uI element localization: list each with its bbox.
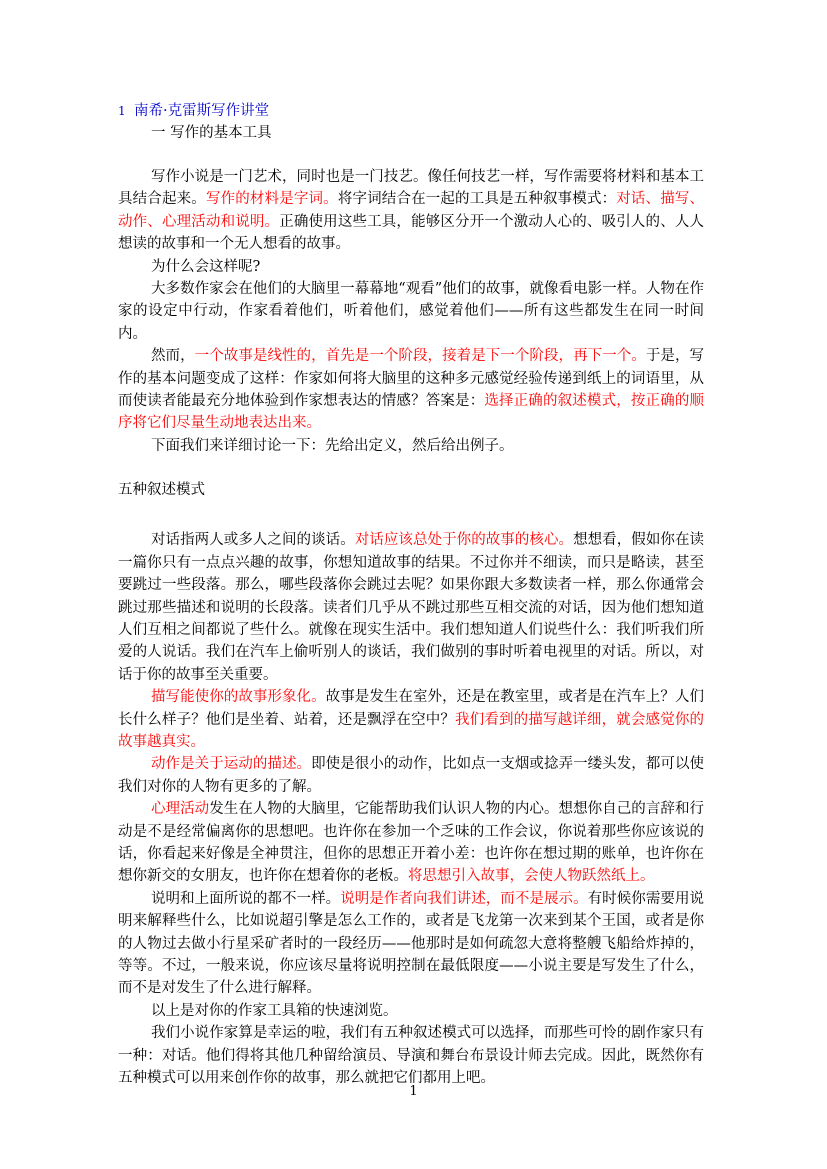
- text-run: 想想看，假如你在读一篇你只有一点点兴趣的故事，你想知道故事的结果。不过你并不细读，而只是略读，甚至要跳过一些段落。那么，哪些段落你会跳过去呢？如果你跟大多数读者一样，那么你通常会跳过那些描述和说明的长段落。读者们几乎从不跳过那些互相交流的对话，因为他们想知道人们互相之间都说了些什么。就像在现实生活中。我们想知道人们说些什么：我们听我们所爱的人说话。我们在汽车上偷听别人的谈话，我们做别的事时听着电视里的对话。所以，对话于你的故事至关重要。: [118, 532, 705, 683]
- text-run: 为什么会这样呢?: [151, 258, 261, 275]
- paragraph: [118, 798, 704, 888]
- text-run: 将字词结合在一起的工具是五种叙事模式：: [337, 191, 617, 208]
- text-run: 对话指两人或多人之间的谈话。: [151, 532, 355, 549]
- paragraph: [118, 686, 704, 753]
- highlighted-text: 动作是关于运动的描述。: [151, 756, 312, 773]
- highlighted-text: 对话、描写、动作、心理活动和说明。: [118, 191, 705, 230]
- highlighted-text: 选择正确的叙述模式，按正确的顺序将它们尽量生动地表达出来。: [118, 393, 704, 432]
- paragraph: [118, 345, 704, 435]
- text-run: 大多数作家会在他们的大脑里一幕幕地“观看”他们的故事，就像看电影一样。人物在作家的设定中行动，作家看着他们，听着他们，感觉着他们——所有这些都发生在同一时间内。: [118, 281, 704, 342]
- chapter-heading: [118, 100, 704, 122]
- spacer: [118, 144, 704, 166]
- text-run: 说明和上面所说的都不一样。: [151, 890, 341, 907]
- paragraph: [118, 529, 704, 686]
- highlighted-text: 一个故事是线性的，首先是一个阶段，接着是下一个阶段，再下一个。: [194, 348, 646, 365]
- text-run: 发生在人物的大脑里，它能帮助我们认识人物的内心。想想你自己的言辞和行动是不是经常偏离你的思想吧。也许你在参加一个乏味的工作会议，你说着那些你应该说的话，你看起来好像是全神贯注，但你的思想正开着小差：也许你在想过期的账单，也许你在想你新交的女朋友，也许你在想着你的老板。: [118, 801, 704, 885]
- highlighted-text: 将思想引入故事，会使人物跃然纸上。: [408, 868, 655, 885]
- text-run: 下面我们来详细讨论一下：先给出定义，然后给出例子。: [151, 437, 514, 454]
- highlighted-text: 心理活动: [151, 801, 210, 818]
- text-run: 于是，写作的基本问题变成了这样：作家如何将大脑里的这种多元感觉经验传递到纸上的词语里，从而使读者能最充分地体验到作家想表达的情感？答案是：: [118, 348, 705, 410]
- intro-paragraphs: [118, 166, 704, 457]
- highlighted-text: 描写能使你的故事形象化。: [151, 689, 326, 706]
- section-subtitle: 一 写作的基本工具: [151, 125, 272, 141]
- section-heading: 五种叙述模式: [118, 482, 205, 499]
- paragraph: [118, 1022, 704, 1089]
- spacer: [118, 501, 704, 529]
- text-run: 然而，: [151, 348, 195, 365]
- text-run: 以上是对你的作家工具箱的快速浏览。: [151, 1002, 398, 1019]
- paragraph: [118, 753, 704, 798]
- text-run: 我们小说作家算是幸运的啦，我们有五种叙述模式可以选择，而那些可怜的剧作家只有一种：对话。他们得将其他几种留给演员、导演和舞台布景设计师去完成。因此，既然你有五种模式可以用来创作你的故事，那么就把它们都用上吧。: [118, 1025, 704, 1087]
- spacer: [118, 457, 704, 479]
- paragraph: [118, 888, 704, 1000]
- document-page: [118, 100, 704, 1089]
- highlighted-text: 说明是作者向我们讲述，而不是展示。: [340, 890, 588, 907]
- highlighted-text: 我们看到的描写越详细，就会感觉你的故事越真实。: [118, 711, 705, 750]
- paragraph: [118, 256, 704, 278]
- text-run: 即使是很小的动作，比如点一支烟或捻弄一缕头发，都可以使我们对你的人物有更多的了解。: [118, 756, 704, 795]
- paragraph: [118, 1000, 704, 1022]
- page-number: 1: [409, 1084, 418, 1099]
- chapter-title: 南希·克雷斯写作讲堂: [134, 103, 270, 119]
- text-run: 有时候你需要用说明来解释些什么，比如说超引擎是怎么工作的，或者是飞龙第一次来到某个王国，或者是你的人物过去做小行星采矿者时的一段经历——他那时是如何疏忽大意将整艘飞船给炸掉的，等等。不过，一般来说，你应该尽量将说明控制在最低限度——小说主要是写发生了什么，而不是对发生了什么进行解释。: [118, 890, 705, 997]
- highlighted-text: 对话应该总处于你的故事的核心。: [354, 532, 574, 549]
- body-paragraphs: [118, 529, 704, 1089]
- text-run: 正确使用这些工具，能够区分开一个激动人心的、吸引人的、人人想读的故事和一个无人想看的故事。: [118, 213, 705, 253]
- paragraph: [118, 435, 704, 457]
- paragraph: [118, 166, 704, 256]
- chapter-number: 1: [118, 104, 126, 118]
- paragraph: [118, 278, 704, 345]
- text-run: 故事是发生在室外，还是在教室里，或者是在汽车上？人们长什么样子？他们是坐着、站着，还是飘浮在空中？: [118, 689, 705, 728]
- text-run: 写作小说是一门艺术，同时也是一门技艺。像任何技艺一样，写作需要将材料和基本工具结合起来。: [118, 169, 704, 208]
- highlighted-text: 写作的材料是字词。: [205, 191, 338, 208]
